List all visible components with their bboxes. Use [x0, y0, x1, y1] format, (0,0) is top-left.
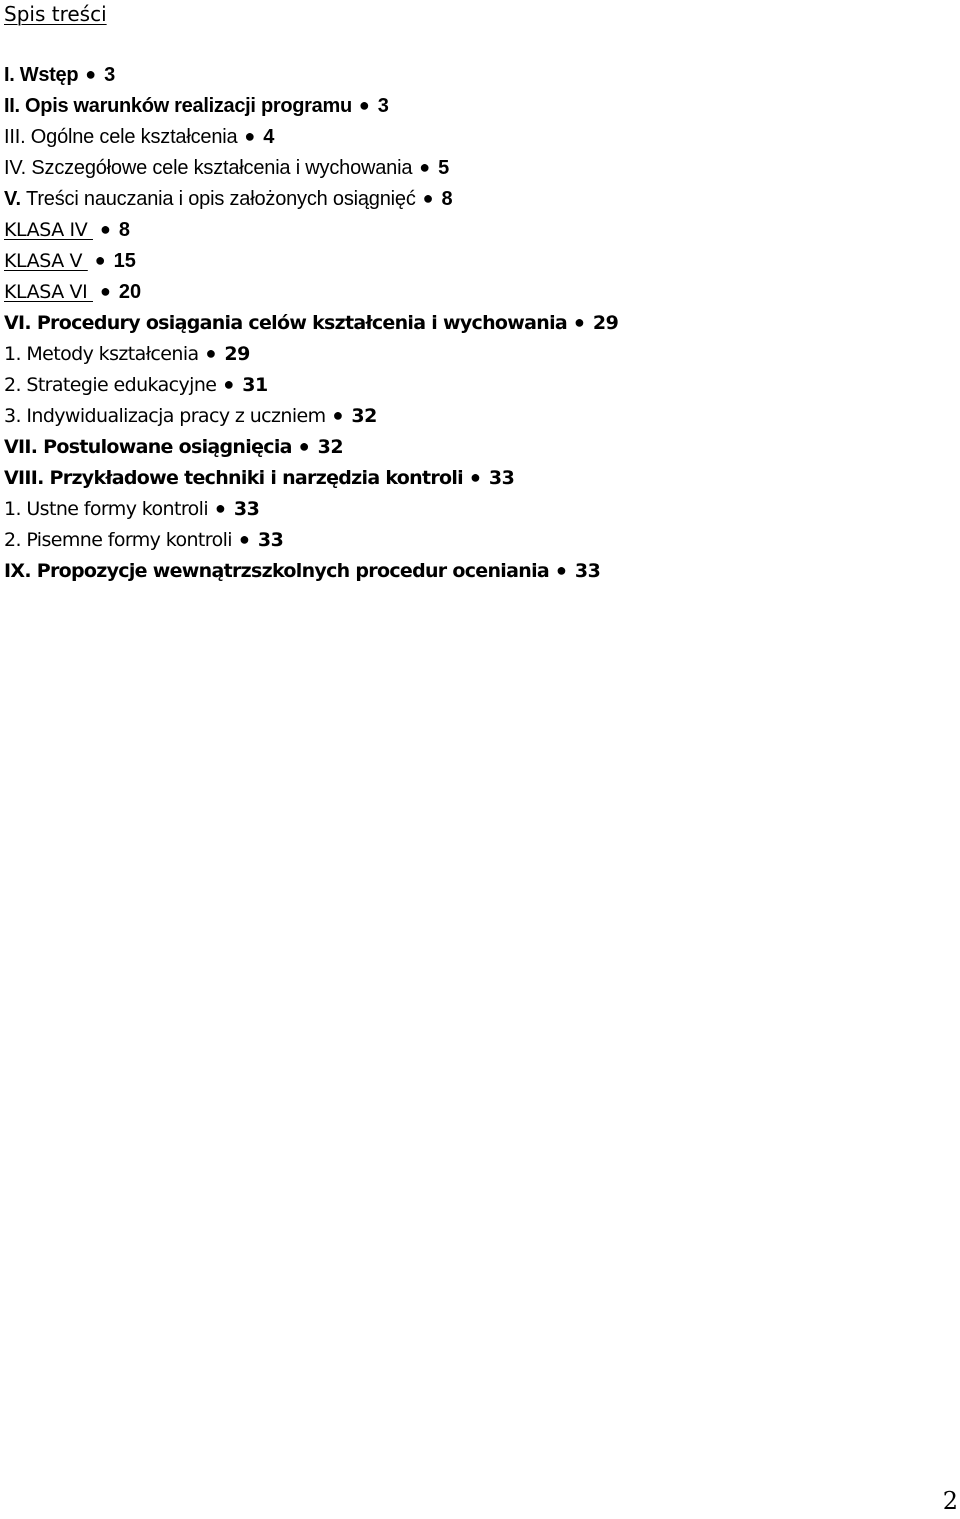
bullet-icon: ● — [85, 64, 97, 84]
bullet-icon: ● — [238, 529, 250, 549]
toc-entry-pisemne[interactable] — [4, 524, 618, 555]
toc-entry-page: 33 — [574, 560, 601, 582]
toc-entry-label: IV. Szczegółowe cele kształcenia i wychowania — [4, 157, 413, 179]
toc-entry-label: KLASA VI — [4, 281, 93, 303]
toc-entry-page: 15 — [113, 250, 136, 272]
toc-entry-metody[interactable] — [4, 338, 618, 369]
toc-entry-label: I. Wstęp — [4, 64, 79, 86]
toc-entry-page: 8 — [441, 188, 453, 210]
toc-entry-numeral: VI. — [4, 312, 31, 334]
bullet-icon: ● — [215, 498, 226, 518]
toc-entry-label: 3. Indywidualizacja pracy z uczniem — [4, 405, 326, 427]
bullet-icon: ● — [205, 343, 217, 363]
toc-entry-page: 32 — [351, 405, 377, 427]
toc-entry-klasa-vi[interactable] — [4, 276, 618, 307]
toc-entry-szczegolowe-cele[interactable] — [4, 152, 618, 183]
toc-entry-klasa-v[interactable] — [4, 245, 618, 276]
toc-entry-page: 3 — [377, 95, 389, 117]
toc-entry-label: KLASA V — [4, 250, 88, 272]
bullet-icon: ● — [556, 560, 567, 580]
toc-title[interactable]: Spis treści — [4, 2, 107, 26]
bullet-icon: ● — [99, 219, 111, 239]
toc-entry-page: 29 — [592, 312, 619, 334]
toc-entry-page: 20 — [118, 281, 142, 303]
toc-entry-numeral: V. — [4, 188, 22, 210]
bullet-icon: ● — [244, 126, 256, 146]
toc-entry-label: Treści nauczania i opis założonych osiągnięć — [21, 188, 416, 210]
toc-entry-label: Procedury osiągania celów kształcenia i wychowania — [30, 312, 568, 334]
toc-entry-page: 32 — [317, 436, 344, 458]
bullet-icon: ● — [470, 467, 481, 487]
toc-entry-tresci-nauczania[interactable] — [4, 183, 618, 214]
toc-entry-ogolne-cele[interactable] — [4, 121, 618, 152]
toc-entry-label: 2. Pisemne formy kontroli — [4, 529, 232, 551]
bullet-icon: ● — [574, 312, 585, 332]
toc-entry-page: 31 — [242, 374, 268, 396]
page-number: 2 — [942, 1487, 958, 1515]
toc-entry-wstep[interactable] — [4, 59, 618, 90]
toc-entry-label: II. Opis warunków realizacji programu — [4, 95, 352, 117]
toc-entry-label: IX. Propozycje wewnątrzszkolnych procedur oceniania — [4, 560, 550, 582]
bullet-icon: ● — [223, 374, 235, 394]
toc-entry-label: VII. Postulowane osiągnięcia — [4, 436, 292, 458]
bullet-icon: ● — [332, 405, 344, 425]
toc-entry-page: 3 — [104, 64, 116, 86]
toc-entry-page: 5 — [438, 157, 450, 179]
toc-entry-procedury[interactable] — [4, 307, 618, 338]
toc-entry-klasa-iv[interactable] — [4, 214, 618, 245]
toc-entry-page: 33 — [233, 498, 260, 520]
toc-entry-label: 1. Metody kształcenia — [4, 343, 199, 365]
toc-entry-page: 33 — [257, 529, 284, 551]
toc-entry-page: 33 — [488, 467, 515, 489]
toc-entry-ustne[interactable] — [4, 493, 618, 524]
bullet-icon: ● — [422, 188, 434, 208]
toc-entry-page: 4 — [263, 126, 275, 148]
toc-entry-page: 29 — [224, 343, 250, 365]
toc-entry-postulowane[interactable] — [4, 431, 618, 462]
bullet-icon: ● — [94, 250, 106, 270]
toc-entry-label: III. Ogólne cele kształcenia — [4, 126, 238, 148]
bullet-icon: ● — [419, 157, 431, 177]
toc-entry-propozycje[interactable] — [4, 555, 618, 586]
bullet-icon: ● — [358, 95, 370, 115]
toc-entry-label: VIII. Przykładowe techniki i narzędzia kontroli — [4, 467, 463, 489]
table-of-contents — [4, 59, 618, 586]
toc-entry-techniki[interactable] — [4, 462, 618, 493]
toc-entry-indywidualizacja[interactable] — [4, 400, 618, 431]
bullet-icon: ● — [99, 281, 111, 301]
toc-entry-opis-warunkow[interactable] — [4, 90, 618, 121]
toc-entry-label: KLASA IV — [4, 219, 93, 241]
toc-entry-label: 2. Strategie edukacyjne — [4, 374, 217, 396]
bullet-icon: ● — [298, 436, 310, 456]
toc-entry-label: 1. Ustne formy kontroli — [4, 498, 208, 520]
toc-entry-page: 8 — [118, 219, 130, 241]
toc-entry-strategie[interactable] — [4, 369, 618, 400]
